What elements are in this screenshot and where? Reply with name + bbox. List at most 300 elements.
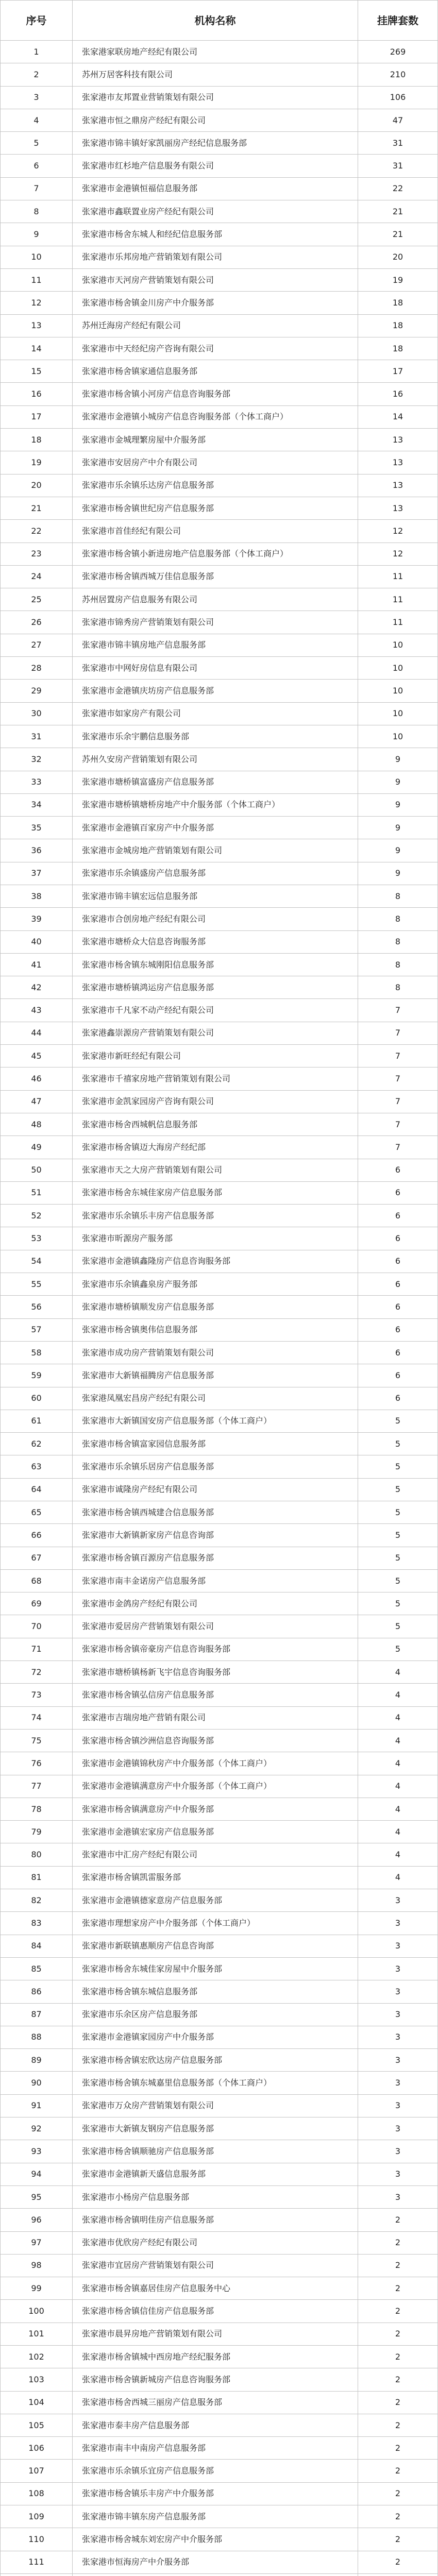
table-row: [1, 2095, 438, 2117]
row-index: 20: [1, 474, 73, 497]
listing-count: 3: [358, 1958, 438, 1980]
row-index: 22: [1, 520, 73, 543]
table-row: [1, 246, 438, 269]
table-row: [1, 2163, 438, 2186]
table-row: [1, 703, 438, 725]
agency-name: 张家港市锦秀房产营销策划有限公司: [73, 611, 358, 634]
table-row: [1, 862, 438, 885]
row-index: 74: [1, 1707, 73, 1730]
table-row: [1, 2277, 438, 2300]
row-index: [1, 2574, 73, 2576]
agency-name: 张家港市优欣房产经纪有限公司: [73, 2232, 358, 2255]
agency-name: 张家港市中天经纪房产咨询有限公司: [73, 337, 358, 360]
agency-name: 张家港市塘桥众大信息咨询服务部: [73, 931, 358, 954]
row-index: 33: [1, 771, 73, 794]
agency-name: 张家港市塘桥镇顺发房产信息服务部: [73, 1296, 358, 1318]
listing-count: 4: [358, 1843, 438, 1866]
row-index: 28: [1, 657, 73, 680]
row-index: 31: [1, 725, 73, 748]
agency-name: 张家港市杨舍镇奥伟信息服务部: [73, 1319, 358, 1342]
agency-name: 张家港市杨舍镇顺驰房产信息服务部: [73, 2140, 358, 2163]
row-index: 42: [1, 976, 73, 999]
listing-count: 2: [358, 2483, 438, 2505]
agency-name: 张家港市天之大房产营销策划有限公司: [73, 1159, 358, 1182]
row-index: 39: [1, 908, 73, 930]
row-index: 87: [1, 2004, 73, 2026]
table-row: [1, 2528, 438, 2551]
row-index: 70: [1, 1615, 73, 1638]
row-index: 75: [1, 1730, 73, 1752]
row-index: 35: [1, 817, 73, 839]
listing-count: 12: [358, 520, 438, 543]
row-index: 85: [1, 1958, 73, 1980]
listing-count: 3: [358, 1980, 438, 2003]
listing-count: 5: [358, 1410, 438, 1433]
row-index: 26: [1, 611, 73, 634]
table-row: [1, 1113, 438, 1136]
listing-count: 7: [358, 1091, 438, 1113]
table-row: [1, 1410, 438, 1433]
listing-count: 9: [358, 839, 438, 862]
listing-count: 7: [358, 1045, 438, 1067]
table-row: [1, 976, 438, 999]
table-row: [1, 817, 438, 839]
row-index: 81: [1, 1867, 73, 1889]
row-index: 65: [1, 1501, 73, 1524]
listing-count: 5: [358, 1638, 438, 1661]
row-index: 1: [1, 41, 73, 63]
agency-name: 张家港市杨舍镇明佳房产信息服务部: [73, 2209, 358, 2231]
agency-name: 张家港市杨舍镇城中西房地产经纪服务部: [73, 2346, 358, 2368]
listing-count: 2: [358, 2300, 438, 2323]
agency-name: 张家港市恒海房产中介服务部: [73, 2551, 358, 2574]
row-index: 43: [1, 999, 73, 1022]
agency-name: 张家港市中汇房产经纪有限公司: [73, 1843, 358, 1866]
table-row: [1, 588, 438, 611]
row-index: 68: [1, 1570, 73, 1592]
row-index: 9: [1, 223, 73, 246]
listing-count: 9: [358, 771, 438, 794]
agency-name: 张家港市千禧家房地产营销策划有限公司: [73, 1067, 358, 1090]
agency-name: 张家港市泰丰房产信息服务部: [73, 2414, 358, 2437]
row-index: 10: [1, 246, 73, 269]
table-row: [1, 520, 438, 543]
row-index: 110: [1, 2528, 73, 2551]
listing-count: 3: [358, 2163, 438, 2186]
listing-count: 6: [358, 1296, 438, 1318]
table-row: [1, 566, 438, 588]
agency-name: 张家港市锦丰镇宏远信息服务部: [73, 885, 358, 908]
listing-count: 9: [358, 817, 438, 839]
table-row: [1, 2232, 438, 2255]
agency-name: 张家港市杨舍镇嘉居佳房产信息服务中心: [73, 2277, 358, 2300]
agency-name: 张家港市大新镇友钢房产信息服务部: [73, 2117, 358, 2140]
row-index: 29: [1, 680, 73, 702]
agency-name: 张家港市千凡家不动产经纪有限公司: [73, 999, 358, 1022]
table-row: [1, 2117, 438, 2140]
listing-count: 3: [358, 2049, 438, 2072]
agency-name: 张家港市晨昇房地产营销策划有限公司: [73, 2323, 358, 2346]
agency-name: 张家港市天河房产营销策划有限公司: [73, 269, 358, 292]
listing-count: 10: [358, 703, 438, 725]
agency-name: 张家港市杨舍镇满意房产中介服务部: [73, 1798, 358, 1821]
agency-name: 张家港凤凰宏昌房产经纪有限公司: [73, 1387, 358, 1410]
table-row: [1, 2049, 438, 2072]
listing-count: 5: [358, 1501, 438, 1524]
agency-name: 张家港市杨舍镇信佳房产信息服务部: [73, 2300, 358, 2323]
table-row: [1, 1867, 438, 1889]
row-index: 37: [1, 862, 73, 885]
row-index: 3: [1, 87, 73, 109]
agency-name: 张家港市杨舍镇西城万佳信息服务部: [73, 566, 358, 588]
agency-name: 张家港市金城理繁房屋中介服务部: [73, 429, 358, 451]
table-row: [1, 1022, 438, 1045]
table-row: [1, 1250, 438, 1273]
row-index: 95: [1, 2186, 73, 2209]
table-row: [1, 1296, 438, 1318]
row-index: 49: [1, 1136, 73, 1159]
row-index: 58: [1, 1342, 73, 1364]
agency-name: 张家港市金港镇庆坊房产信息服务部: [73, 680, 358, 702]
row-index: 111: [1, 2551, 73, 2574]
listing-count: 5: [358, 1570, 438, 1592]
agency-name: 张家港市杨舍东城佳家房屋中介服务部: [73, 1958, 358, 1980]
row-index: 59: [1, 1364, 73, 1387]
listing-count: 2: [358, 2460, 438, 2482]
table-row: [1, 474, 438, 497]
listing-count: 4: [358, 1821, 438, 1843]
agency-name: 苏州久安房产营销策划有限公司: [73, 748, 358, 771]
agency-name: 张家港市金港镇恒福信息服务部: [73, 178, 358, 200]
table-row: [1, 1364, 438, 1387]
table-row: [1, 1684, 438, 1706]
agency-name: 张家港市新联镇惠顺房产信息咨询部: [73, 1935, 358, 1958]
table-header: [1, 1, 438, 41]
agency-name: 张家港市金港镇家园房产中介服务部: [73, 2026, 358, 2049]
row-index: 102: [1, 2346, 73, 2368]
listing-count: 2: [358, 2505, 438, 2528]
row-index: 90: [1, 2072, 73, 2094]
agency-name: 张家港市杨舍镇迈大海房产经纪部: [73, 1136, 358, 1159]
agency-name: 张家港市塘桥镇富盛房产信息服务部: [73, 771, 358, 794]
table-row: [1, 1227, 438, 1250]
row-index: 67: [1, 1547, 73, 1570]
row-index: 66: [1, 1524, 73, 1547]
row-index: 107: [1, 2460, 73, 2482]
listing-count: 2: [358, 2323, 438, 2346]
table-row: [1, 2368, 438, 2391]
listing-count: 6: [358, 1387, 438, 1410]
agency-name: 张家港市杨舍东城人和经纪信息服务部: [73, 223, 358, 246]
agency-name: 张家港市吉瑞房地产营销有限公司: [73, 1707, 358, 1730]
agency-name: 张家港市金凯家园房产咨询有限公司: [73, 1091, 358, 1113]
listing-count: 10: [358, 680, 438, 702]
listing-count: 2: [358, 2392, 438, 2414]
agency-name: 张家港市首佳经纪有限公司: [73, 520, 358, 543]
row-index: 57: [1, 1319, 73, 1342]
row-index: 69: [1, 1592, 73, 1615]
table-row: [1, 999, 438, 1022]
listing-count: 2: [358, 2368, 438, 2391]
table-row: [1, 680, 438, 702]
table-row: [1, 2483, 438, 2505]
agency-name: 张家港市金鸽房产经纪有限公司: [73, 1592, 358, 1615]
row-index: 54: [1, 1250, 73, 1273]
header-index: 序号: [1, 1, 73, 41]
table-row: [1, 1045, 438, 1067]
listing-count: 5: [358, 1615, 438, 1638]
listing-count: 6: [358, 1182, 438, 1205]
table-row: [1, 178, 438, 200]
table-row: [1, 360, 438, 383]
agency-name: 张家港市金港镇小城房产信息咨询服务部（个体工商户）: [73, 406, 358, 429]
agency-name: 张家港市金港镇百家房产中介服务部: [73, 817, 358, 839]
agency-name: 张家港市新旺经纪有限公司: [73, 1045, 358, 1067]
agency-name: 张家港市塘桥镇鸿运房产信息服务部: [73, 976, 358, 999]
agency-name: 张家港市杨舍镇家通信息服务部: [73, 360, 358, 383]
table-row: [1, 269, 438, 292]
agency-name: 张家港市金城房地产营销策划有限公司: [73, 839, 358, 862]
agency-name: 张家港市乐余镇盛房产信息服务部: [73, 862, 358, 885]
listing-count: 4: [358, 1867, 438, 1889]
table-row: [1, 931, 438, 954]
agency-name: 张家港市金港镇满意房产中介服务部（个体工商户）: [73, 1775, 358, 1798]
agency-name: 张家港市杨舍镇西城建合信息服务部: [73, 1501, 358, 1524]
listing-count: 2: [358, 2437, 438, 2460]
table-row: [1, 2574, 438, 2576]
agency-name: 张家港市塘桥镇杨新飞宇信息咨询服务部: [73, 1661, 358, 1684]
agency-name: 张家港市昕源房产服务部: [73, 1227, 358, 1250]
table-row: [1, 2414, 438, 2437]
listing-count: 14: [358, 406, 438, 429]
table-row: [1, 1273, 438, 1296]
table-row: [1, 1912, 438, 1935]
agency-name: 张家港市南丰中南房产信息服务部: [73, 2437, 358, 2460]
table-row: [1, 1798, 438, 1821]
agency-name: 张家港市小杨房产信息服务部: [73, 2186, 358, 2209]
table-row: [1, 1661, 438, 1684]
listing-count: 31: [358, 155, 438, 177]
listing-count: 6: [358, 1364, 438, 1387]
agency-name: 张家港市金港镇宏家房产信息服务部: [73, 1821, 358, 1843]
table-row: [1, 132, 438, 155]
agency-name: 张家港市锦丰镇好家凯丽房产经纪信息服务部: [73, 132, 358, 155]
table-row: [1, 1958, 438, 1980]
listing-count: 2: [358, 2551, 438, 2574]
listing-count: 3: [358, 2072, 438, 2094]
table-row: [1, 155, 438, 177]
row-index: 71: [1, 1638, 73, 1661]
listing-count: 19: [358, 269, 438, 292]
row-index: 8: [1, 200, 73, 223]
listing-count: 8: [358, 931, 438, 954]
row-index: 46: [1, 1067, 73, 1090]
agency-name: 张家港市乐余镇乐达房产信息服务部: [73, 474, 358, 497]
agency-name: 张家港市大新镇福腾房产信息服务部: [73, 1364, 358, 1387]
agency-name: 张家港市如家房产有限公司: [73, 703, 358, 725]
listing-count: 11: [358, 588, 438, 611]
row-index: 15: [1, 360, 73, 383]
table-row: [1, 383, 438, 405]
listing-count: 5: [358, 1455, 438, 1478]
table-row: [1, 2140, 438, 2163]
agency-name: 张家港市恒之鼎房产经纪有限公司: [73, 109, 358, 132]
table-body: [1, 41, 438, 2576]
row-index: 62: [1, 1433, 73, 1455]
row-index: 96: [1, 2209, 73, 2231]
row-index: 78: [1, 1798, 73, 1821]
table-row: [1, 1752, 438, 1775]
table-row: [1, 2300, 438, 2323]
table-row: [1, 543, 438, 566]
table-row: [1, 1319, 438, 1342]
listing-count: 6: [358, 1273, 438, 1296]
table-row: [1, 223, 438, 246]
table-row: [1, 1387, 438, 1410]
agency-name: 张家港市杨舍镇世纪房产信息服务部: [73, 497, 358, 520]
agency-name: 张家港市乐邦房地产营销策划有限公司: [73, 246, 358, 269]
listing-count: 6: [358, 1205, 438, 1227]
row-index: 92: [1, 2117, 73, 2140]
header-listing-count: 挂牌套数: [358, 1, 438, 41]
agency-name: 张家港市乐余宇鹏信息服务部: [73, 725, 358, 748]
agency-name: [73, 2574, 358, 2576]
table-row: [1, 109, 438, 132]
agency-name: 张家港市杨舍西城三丽房产信息服务部: [73, 2392, 358, 2414]
agency-name: 张家港市杨舍镇百源房产信息服务部: [73, 1547, 358, 1570]
row-index: 100: [1, 2300, 73, 2323]
listing-count: 3: [358, 2095, 438, 2117]
table-row: [1, 1342, 438, 1364]
listing-count: 13: [358, 451, 438, 474]
listing-count: 18: [358, 315, 438, 337]
row-index: 98: [1, 2255, 73, 2277]
table-row: [1, 725, 438, 748]
row-index: 99: [1, 2277, 73, 2300]
listing-count: 8: [358, 908, 438, 930]
table-row: [1, 1547, 438, 1570]
listing-count: 17: [358, 360, 438, 383]
listing-count: 2: [358, 2255, 438, 2277]
row-index: 25: [1, 588, 73, 611]
listing-count: 6: [358, 1342, 438, 1364]
row-index: 103: [1, 2368, 73, 2391]
table-row: [1, 1091, 438, 1113]
agency-name: 苏州迁海房产经纪有限公司: [73, 315, 358, 337]
listing-count: 3: [358, 1912, 438, 1935]
table-row: [1, 1843, 438, 1866]
table-row: [1, 1136, 438, 1159]
table-row: [1, 497, 438, 520]
agency-name: 张家港市中网好房信息有限公司: [73, 657, 358, 680]
table-row: [1, 2209, 438, 2231]
listing-count: 47: [358, 109, 438, 132]
table-row: [1, 611, 438, 634]
table-row: [1, 1775, 438, 1798]
row-index: 79: [1, 1821, 73, 1843]
listing-count: 5: [358, 1592, 438, 1615]
table-row: [1, 2072, 438, 2094]
row-index: 6: [1, 155, 73, 177]
listing-count: 5: [358, 1479, 438, 1501]
agency-name: 张家港家联房地产经纪有限公司: [73, 41, 358, 63]
row-index: 44: [1, 1022, 73, 1045]
row-index: 104: [1, 2392, 73, 2414]
listing-count: 12: [358, 543, 438, 566]
agency-name: 张家港市鑫联置业房产经纪有限公司: [73, 200, 358, 223]
table-row: [1, 1980, 438, 2003]
listing-count: 21: [358, 223, 438, 246]
table-row: [1, 1067, 438, 1090]
listing-count: 3: [358, 1935, 438, 1958]
row-index: 21: [1, 497, 73, 520]
row-index: 40: [1, 931, 73, 954]
table-row: [1, 885, 438, 908]
listing-count: [358, 2574, 438, 2576]
listing-count: 22: [358, 178, 438, 200]
agency-name: 张家港市合创房地产经纪有限公司: [73, 908, 358, 930]
listing-count: 13: [358, 474, 438, 497]
row-index: 48: [1, 1113, 73, 1136]
row-index: 56: [1, 1296, 73, 1318]
agency-name: 张家港市宜居房产营销策划有限公司: [73, 2255, 358, 2277]
table-row: [1, 748, 438, 771]
listing-count: 18: [358, 337, 438, 360]
row-index: 51: [1, 1182, 73, 1205]
table-row: [1, 2004, 438, 2026]
agency-name: 张家港市塘桥镇塘桥房地产中介服务部（个体工商户）: [73, 794, 358, 817]
listing-count: 2: [358, 2209, 438, 2231]
listing-count: 6: [358, 1227, 438, 1250]
table-row: [1, 1524, 438, 1547]
agency-name: 张家港市大新镇新家房产信息咨询部: [73, 1524, 358, 1547]
agency-name: 苏州居置房产信息服务有限公司: [73, 588, 358, 611]
listing-count: 7: [358, 1113, 438, 1136]
row-index: 16: [1, 383, 73, 405]
table-row: [1, 1638, 438, 1661]
row-index: 17: [1, 406, 73, 429]
row-index: 105: [1, 2414, 73, 2437]
agency-name: 张家港市金港镇锦秋房产中介服务部（个体工商户）: [73, 1752, 358, 1775]
table-row: [1, 2255, 438, 2277]
listing-count: 13: [358, 497, 438, 520]
row-index: 72: [1, 1661, 73, 1684]
listing-count: 8: [358, 954, 438, 976]
agency-name: 张家港市诚隆房产经纪有限公司: [73, 1479, 358, 1501]
row-index: 18: [1, 429, 73, 451]
agency-name: 张家港市杨舍镇宏欣达房产信息服务部: [73, 2049, 358, 2072]
listing-count: 4: [358, 1752, 438, 1775]
listing-count: 9: [358, 794, 438, 817]
table-row: [1, 2505, 438, 2528]
agency-name: 张家港鑫崇源房产营销策划有限公司: [73, 1022, 358, 1045]
row-index: 91: [1, 2095, 73, 2117]
listing-count: 2: [358, 2414, 438, 2437]
agency-name: 张家港市杨舍镇乐丰房产中介服务部: [73, 2483, 358, 2505]
row-index: 13: [1, 315, 73, 337]
agency-name: 张家港市友邦置业营销策划有限公司: [73, 87, 358, 109]
table-row: [1, 2437, 438, 2460]
agency-name: 张家港市大新镇国安房产信息服务部（个体工商户）: [73, 1410, 358, 1433]
agency-name: 张家港市乐余镇鑫泉房产服务部: [73, 1273, 358, 1296]
row-index: 76: [1, 1752, 73, 1775]
row-index: 94: [1, 2163, 73, 2186]
listing-count: 2: [358, 2277, 438, 2300]
row-index: 32: [1, 748, 73, 771]
table-row: [1, 1455, 438, 1478]
agency-name: 张家港市杨舍东城佳家房产信息服务部: [73, 1182, 358, 1205]
row-index: 93: [1, 2140, 73, 2163]
